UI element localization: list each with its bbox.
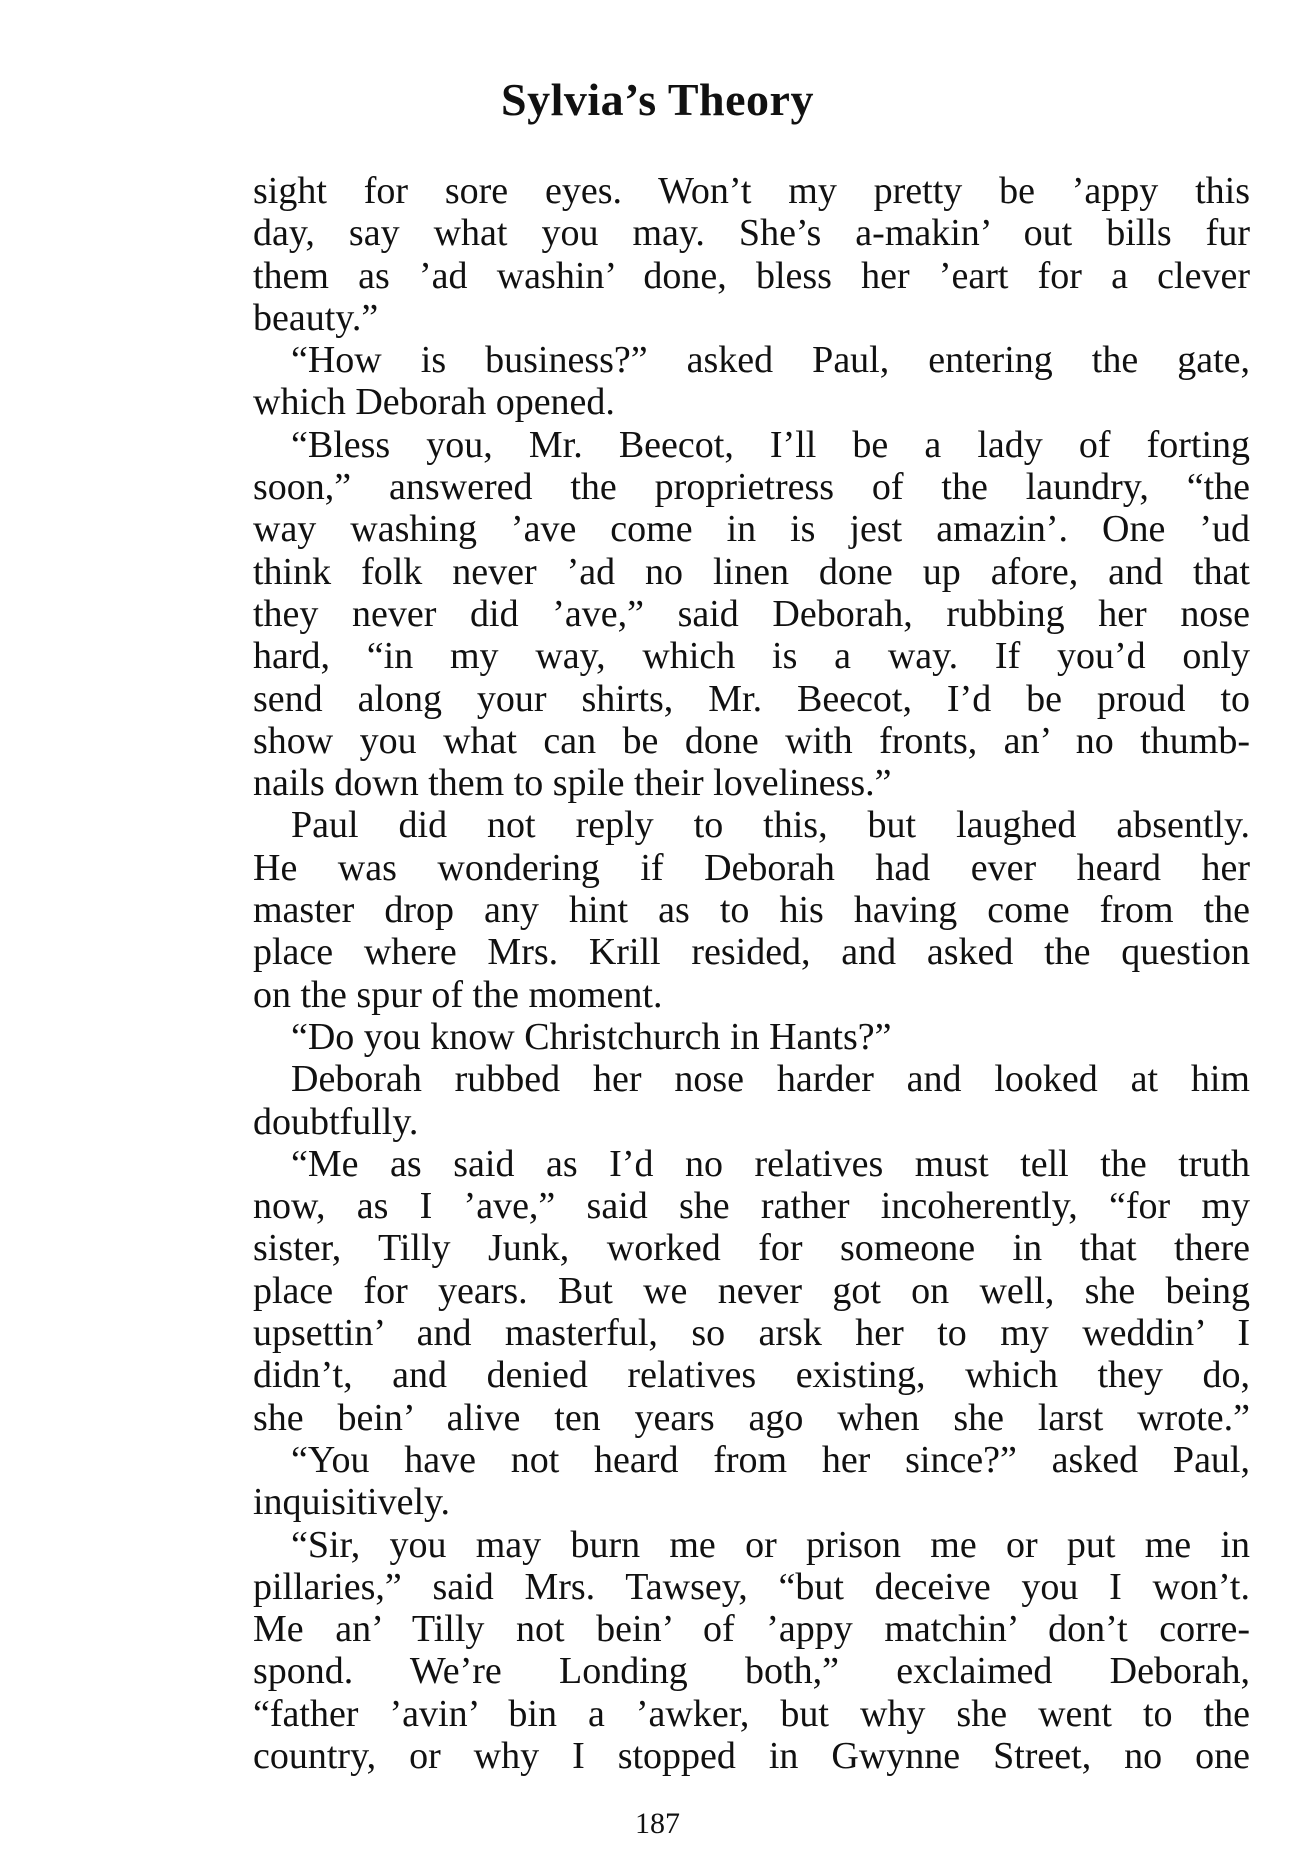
text-line: Me an’ Tilly not bein’ of ’appy matchin’ don’t corre- bbox=[253, 1608, 1250, 1651]
text-line: spond. We’re Londing both,” exclaimed Deborah, bbox=[253, 1650, 1250, 1693]
text-line: country, or why I stopped in Gwynne Street, no one bbox=[253, 1734, 1250, 1777]
text-line: send along your shirts, Mr. Beecot, I’d be proud to bbox=[253, 677, 1250, 720]
text-line: He was wondering if Deborah had ever heard her bbox=[253, 846, 1250, 889]
text-line: place for years. But we never got on well, she being bbox=[253, 1269, 1250, 1312]
text-line: master drop any hint as to his having come from the bbox=[253, 889, 1250, 932]
text-line: which Deborah opened. bbox=[253, 381, 615, 424]
text-line: she bein’ alive ten years ago when she larst wrote.” bbox=[253, 1396, 1250, 1439]
text-line: day, say what you may. She’s a-makin’ out bills fur bbox=[253, 212, 1250, 255]
text-line: show you what can be done with fronts, an’ no thumb- bbox=[253, 719, 1250, 762]
text-line: on the spur of the moment. bbox=[253, 973, 663, 1016]
text-line: “How is business?” asked Paul, entering the gate, bbox=[291, 339, 1250, 382]
text-line: “father ’avin’ bin a ’awker, but why she went to the bbox=[253, 1692, 1250, 1735]
text-line: place where Mrs. Krill resided, and asked the question bbox=[253, 931, 1250, 974]
text-line: beauty.” bbox=[253, 296, 379, 339]
text-line: Paul did not reply to this, but laughed absently. bbox=[291, 804, 1250, 847]
text-line: nails down them to spile their loveliness.” bbox=[253, 762, 892, 805]
text-line: sister, Tilly Junk, worked for someone in that there bbox=[253, 1227, 1250, 1270]
page-number: 187 bbox=[635, 1807, 680, 1840]
text-line: pillaries,” said Mrs. Tawsey, “but deceive you I won’t. bbox=[253, 1565, 1250, 1608]
text-line: upsettin’ and masterful, so arsk her to my weddin’ I bbox=[253, 1312, 1250, 1355]
text-line: them as ’ad washin’ done, bless her ’eart for a clever bbox=[253, 254, 1250, 297]
text-line: “Sir, you may burn me or prison me or put me in bbox=[291, 1523, 1250, 1566]
text-line: hard, “in my way, which is a way. If you’d only bbox=[253, 635, 1250, 678]
body-text bbox=[253, 170, 1250, 1777]
text-line: inquisitively. bbox=[253, 1481, 451, 1524]
text-line: they never did ’ave,” said Deborah, rubbing her nose bbox=[253, 592, 1250, 635]
running-head: Sylvia’s Theory bbox=[501, 74, 814, 125]
text-line: didn’t, and denied relatives existing, which they do, bbox=[253, 1354, 1250, 1397]
text-line: “Do you know Christchurch in Hants?” bbox=[291, 1015, 892, 1058]
text-line: sight for sore eyes. Won’t my pretty be ’appy this bbox=[253, 170, 1250, 212]
text-line: soon,” answered the proprietress of the laundry, “the bbox=[253, 466, 1250, 509]
text-line: Deborah rubbed her nose harder and looked at him bbox=[291, 1058, 1250, 1101]
text-line: think folk never ’ad no linen done up afore, and that bbox=[253, 550, 1250, 593]
text-line: “Bless you, Mr. Beecot, I’ll be a lady of forting bbox=[291, 423, 1250, 466]
text-line: “Me as said as I’d no relatives must tell the truth bbox=[291, 1142, 1250, 1185]
text-line: way washing ’ave come in is jest amazin’. One ’ud bbox=[253, 508, 1250, 551]
text-line: now, as I ’ave,” said she rather incoherently, “for my bbox=[253, 1185, 1250, 1228]
text-line: “You have not heard from her since?” asked Paul, bbox=[291, 1438, 1250, 1481]
text-line: doubtfully. bbox=[253, 1100, 419, 1143]
